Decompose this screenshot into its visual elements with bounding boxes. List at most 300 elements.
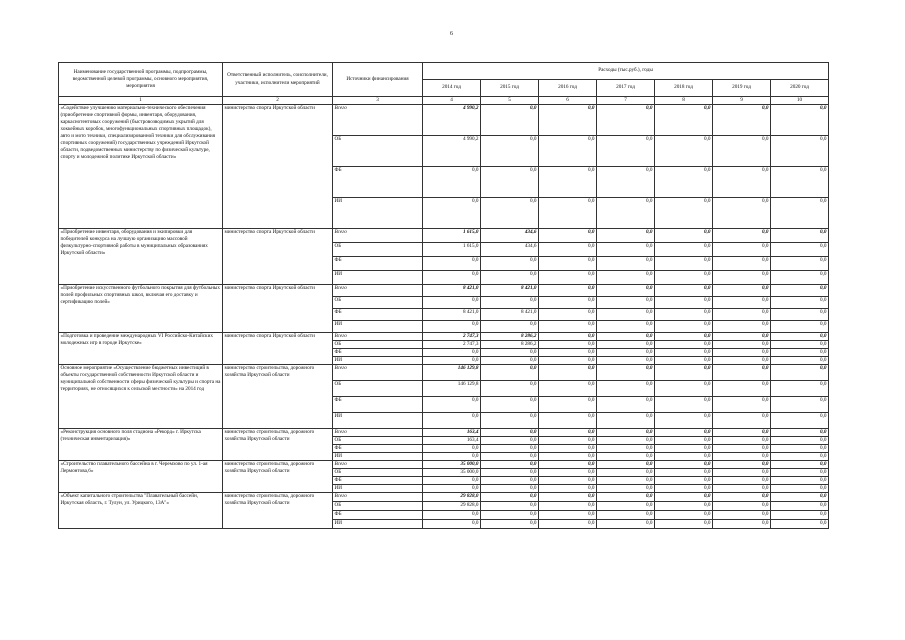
expense-value: 0,0	[481, 397, 539, 413]
expense-value: 0,0	[423, 413, 481, 429]
expense-value: 8 421,0	[481, 309, 539, 321]
expense-value: 4 990,2	[423, 136, 481, 167]
expense-value: 0,0	[539, 445, 597, 453]
table-row	[59, 429, 829, 437]
expense-value: 0,0	[771, 333, 829, 341]
expense-value: 0,0	[597, 198, 655, 229]
expense-value: 0,0	[481, 461, 539, 469]
expense-value: 0,0	[539, 285, 597, 297]
expense-value: 0,0	[771, 167, 829, 198]
expense-value: 0,0	[597, 105, 655, 136]
expense-value: 0,0	[713, 357, 771, 365]
activity-name: Основное мероприятие «Осуществление бюджетных инвестиций в объекты государственной собственности Иркутской области и муниципальной собственности сферы физической культуры и спорта на территориях, не относящихся к сельской местности» на 2014 год	[59, 365, 223, 429]
expense-value: 0,0	[539, 520, 597, 529]
table-row	[59, 461, 829, 469]
header-expenses: Расходы (тыс.руб.), годы	[423, 63, 829, 80]
expense-value: 0,0	[481, 493, 539, 502]
column-index: 3	[333, 97, 423, 105]
expense-value: 0,0	[597, 167, 655, 198]
expense-value: 0,0	[597, 413, 655, 429]
funding-source: ИИ	[333, 357, 423, 365]
funding-source: Всего	[333, 333, 423, 341]
expense-value: 0,0	[423, 397, 481, 413]
expense-value: 0,0	[423, 321, 481, 333]
expense-value: 0,0	[539, 349, 597, 357]
expense-value: 0,0	[597, 437, 655, 445]
expense-value: 0,0	[713, 341, 771, 349]
column-index: 6	[539, 97, 597, 105]
expense-value: 0,0	[481, 167, 539, 198]
expense-value: 0,0	[597, 485, 655, 493]
expense-value: 2 747,3	[423, 333, 481, 341]
header-year: 2020 год	[771, 80, 829, 97]
expense-value: 146 129,8	[423, 381, 481, 397]
expense-value: 0,0	[655, 381, 713, 397]
expense-value: 0,0	[771, 271, 829, 285]
expense-value: 0,0	[539, 381, 597, 397]
expense-value: 0,0	[481, 105, 539, 136]
column-index: 8	[655, 97, 713, 105]
expense-value: 29 828,0	[423, 493, 481, 502]
expense-value: 0,0	[597, 461, 655, 469]
funding-source: ИИ	[333, 271, 423, 285]
expense-value: 0,0	[423, 198, 481, 229]
expense-value: 0,0	[713, 477, 771, 485]
expense-value: 0,0	[597, 511, 655, 520]
expense-value: 0,0	[481, 445, 539, 453]
expense-value: 0,0	[597, 341, 655, 349]
expense-value: 0,0	[539, 429, 597, 437]
expense-value: 0,0	[539, 365, 597, 381]
expense-value: 0,0	[481, 413, 539, 429]
expense-value: 0,0	[771, 229, 829, 243]
expense-value: 0,0	[423, 445, 481, 453]
funding-source: ОБ	[333, 136, 423, 167]
expense-value: 0,0	[481, 520, 539, 529]
column-index: 2	[223, 97, 333, 105]
expense-value: 0,0	[597, 381, 655, 397]
expense-value: 434,6	[481, 229, 539, 243]
expense-value: 0,0	[539, 485, 597, 493]
expense-value: 0,0	[771, 469, 829, 477]
expense-value: 0,0	[539, 437, 597, 445]
expense-value: 0,0	[713, 105, 771, 136]
expense-value: 0,0	[713, 297, 771, 309]
expense-value: 0,0	[771, 243, 829, 257]
expense-value: 0,0	[481, 365, 539, 381]
expense-value: 0,0	[713, 381, 771, 397]
expense-value: 0,0	[481, 271, 539, 285]
expense-value: 0,0	[481, 349, 539, 357]
funding-source: ОБ	[333, 297, 423, 309]
expense-value: 0,0	[655, 437, 713, 445]
expense-value: 0,0	[597, 271, 655, 285]
expense-value: 0,0	[597, 429, 655, 437]
expense-value: 0,0	[481, 429, 539, 437]
expense-value: 4 990,2	[423, 105, 481, 136]
expense-value: 0,0	[713, 429, 771, 437]
expense-value: 0,0	[597, 349, 655, 357]
expense-value: 0,0	[539, 229, 597, 243]
expense-value: 0,0	[655, 502, 713, 511]
expense-value: 0,0	[655, 257, 713, 271]
expense-value: 0,0	[597, 469, 655, 477]
expense-value: 0,0	[771, 493, 829, 502]
expense-value: 0,0	[481, 357, 539, 365]
expense-value: 0,0	[771, 349, 829, 357]
column-index: 5	[481, 97, 539, 105]
expense-value: 0,0	[655, 136, 713, 167]
expense-value: 0,0	[713, 333, 771, 341]
header-year: 2014 год	[423, 80, 481, 97]
expense-value: 0,0	[597, 333, 655, 341]
expense-value: 0,0	[713, 445, 771, 453]
expense-value: 0,0	[655, 413, 713, 429]
expense-value: 8 421,0	[481, 285, 539, 297]
expense-value: 0,0	[597, 365, 655, 381]
expense-value: 0,0	[597, 477, 655, 485]
expense-value: 8 286,2	[481, 333, 539, 341]
funding-source: Всего	[333, 105, 423, 136]
expense-value: 0,0	[771, 297, 829, 309]
expense-value: 0,0	[481, 297, 539, 309]
expense-value: 0,0	[655, 477, 713, 485]
expense-value: 0,0	[771, 520, 829, 529]
expense-value: 0,0	[423, 477, 481, 485]
expense-value: 0,0	[771, 397, 829, 413]
expense-value: 0,0	[481, 437, 539, 445]
expense-value: 0,0	[539, 413, 597, 429]
expense-value: 0,0	[655, 271, 713, 285]
funding-source: ОБ	[333, 502, 423, 511]
expense-value: 0,0	[655, 309, 713, 321]
expense-value: 0,0	[423, 257, 481, 271]
column-index: 4	[423, 97, 481, 105]
expense-value: 0,0	[597, 136, 655, 167]
executor: министерство строительства, дорожного хозяйства Иркутской области	[223, 365, 333, 429]
expense-value: 0,0	[771, 477, 829, 485]
header-year: 2017 год	[597, 80, 655, 97]
expense-value: 0,0	[539, 333, 597, 341]
expense-value: 0,0	[771, 136, 829, 167]
funding-source: ИИ	[333, 485, 423, 493]
header-year: 2018 год	[655, 80, 713, 97]
expense-value: 0,0	[539, 357, 597, 365]
funding-source: Всего	[333, 461, 423, 469]
expense-value: 0,0	[481, 198, 539, 229]
expense-value: 0,0	[771, 445, 829, 453]
expense-value: 0,0	[539, 477, 597, 485]
expense-value: 0,0	[713, 437, 771, 445]
expense-value: 0,0	[771, 309, 829, 321]
expense-value: 0,0	[481, 477, 539, 485]
funding-source: ФБ	[333, 477, 423, 485]
expense-value: 0,0	[655, 333, 713, 341]
expense-value: 0,0	[771, 429, 829, 437]
expense-value: 146 129,8	[423, 365, 481, 381]
expense-value: 0,0	[597, 257, 655, 271]
header-source: Источники финансирования	[333, 63, 423, 97]
expense-value: 0,0	[597, 243, 655, 257]
expense-value: 0,0	[655, 357, 713, 365]
expense-value: 0,0	[771, 453, 829, 461]
expense-value: 0,0	[713, 257, 771, 271]
expense-value: 8 286,2	[481, 341, 539, 349]
expense-value: 0,0	[655, 453, 713, 461]
expense-value: 0,0	[539, 271, 597, 285]
table-header	[59, 63, 829, 105]
table-row	[59, 493, 829, 502]
funding-source: Всего	[333, 285, 423, 297]
expense-value: 0,0	[481, 485, 539, 493]
table-row	[59, 285, 829, 297]
expense-value: 0,0	[655, 461, 713, 469]
column-index: 7	[597, 97, 655, 105]
funding-source: ОБ	[333, 469, 423, 477]
expense-value: 0,0	[597, 321, 655, 333]
expense-value: 0,0	[713, 413, 771, 429]
funding-source: Всего	[333, 365, 423, 381]
expense-value: 0,0	[481, 136, 539, 167]
expense-value: 29 828,0	[423, 502, 481, 511]
funding-source: ФБ	[333, 445, 423, 453]
expense-value: 0,0	[713, 309, 771, 321]
activity-name: «Объект капитального строительства "Плавательный бассейн, Иркутская область, г. Тулун, ул. Урицкого, 13А"»	[59, 493, 223, 529]
expense-value: 0,0	[713, 136, 771, 167]
expense-value: 0,0	[655, 297, 713, 309]
expense-value: 163,4	[423, 429, 481, 437]
expense-value: 0,0	[713, 461, 771, 469]
expense-value: 0,0	[423, 167, 481, 198]
expense-value: 0,0	[655, 105, 713, 136]
funding-source: ФБ	[333, 511, 423, 520]
executor: министерство строительства, дорожного хозяйства Иркутской области	[223, 493, 333, 529]
expense-value: 0,0	[771, 321, 829, 333]
expense-value: 0,0	[771, 365, 829, 381]
expense-value: 0,0	[713, 349, 771, 357]
expense-value: 0,0	[713, 229, 771, 243]
expense-value: 0,0	[713, 511, 771, 520]
expense-value: 0,0	[713, 167, 771, 198]
expense-value: 0,0	[597, 229, 655, 243]
column-index: 1	[59, 97, 223, 105]
expense-value: 0,0	[423, 271, 481, 285]
funding-source: ИИ	[333, 198, 423, 229]
expense-value: 2 747,3	[423, 341, 481, 349]
expense-value: 0,0	[771, 485, 829, 493]
expense-value: 0,0	[713, 365, 771, 381]
expense-value: 0,0	[539, 469, 597, 477]
expense-value: 0,0	[713, 271, 771, 285]
expense-value: 0,0	[481, 502, 539, 511]
expense-value: 0,0	[539, 167, 597, 198]
activity-name: «Приобретение искусственного футбольного покрытия для футбольных полей профильных спортивных школ, включая его доставку и сертификацию полей»	[59, 285, 223, 333]
expense-value: 8 421,0	[423, 285, 481, 297]
funding-source: ОБ	[333, 243, 423, 257]
funding-source: Всего	[333, 493, 423, 502]
expense-value: 0,0	[771, 413, 829, 429]
expense-value: 0,0	[539, 493, 597, 502]
funding-source: ИИ	[333, 413, 423, 429]
funding-source: Всего	[333, 229, 423, 243]
expense-value: 0,0	[713, 321, 771, 333]
expense-value: 0,0	[713, 520, 771, 529]
executor: министерство спорта Иркутской области	[223, 105, 333, 229]
expense-value: 0,0	[655, 397, 713, 413]
expense-value: 0,0	[481, 321, 539, 333]
column-index: 10	[771, 97, 829, 105]
expense-value: 0,0	[481, 257, 539, 271]
column-index: 9	[713, 97, 771, 105]
table-body	[59, 105, 829, 529]
expense-value: 0,0	[655, 445, 713, 453]
expense-value: 0,0	[597, 297, 655, 309]
expense-value: 0,0	[481, 453, 539, 461]
header-program: Наименование государственной программы, подпрограммы, ведомственной целевой программы, основного мероприятия, мероприятия	[59, 63, 223, 97]
funding-source: Всего	[333, 429, 423, 437]
expense-value: 0,0	[713, 453, 771, 461]
expense-value: 0,0	[771, 357, 829, 365]
funding-source: ФБ	[333, 167, 423, 198]
expense-value: 0,0	[713, 397, 771, 413]
expense-value: 0,0	[423, 453, 481, 461]
expense-value: 0,0	[655, 285, 713, 297]
expense-value: 0,0	[655, 520, 713, 529]
funding-source: ИИ	[333, 520, 423, 529]
table-row	[59, 229, 829, 243]
funding-source: ИИ	[333, 453, 423, 461]
expense-value: 0,0	[423, 349, 481, 357]
expense-value: 434,6	[481, 243, 539, 257]
expense-value: 0,0	[771, 341, 829, 349]
expense-value: 0,0	[423, 511, 481, 520]
expense-value: 0,0	[655, 429, 713, 437]
expense-value: 0,0	[423, 485, 481, 493]
expense-value: 1 615,0	[423, 229, 481, 243]
expense-value: 0,0	[655, 469, 713, 477]
expense-value: 0,0	[423, 357, 481, 365]
expense-value: 0,0	[713, 469, 771, 477]
expense-value: 0,0	[597, 453, 655, 461]
expense-value: 0,0	[713, 198, 771, 229]
expense-value: 0,0	[655, 349, 713, 357]
funding-source: ФБ	[333, 397, 423, 413]
expense-value: 0,0	[539, 453, 597, 461]
expense-value: 0,0	[539, 511, 597, 520]
expense-value: 0,0	[771, 381, 829, 397]
activity-name: «Содействие улучшению материально-технического обеспечения (приобретение спортивной формы, инвентаря, оборудования, каркаснотентовых сооружений (быстровозводимых укрытий для хоккейных коробок, многофункциональных спортивных площадок), авто и мото техники, специализированной техники для обслуживания спортивных сооружений) государственных учреждений Иркутской области, подведомственных министерству по физической культуре, спорту и молодежной политике Иркутской области»	[59, 105, 223, 229]
page-number: 6	[450, 31, 453, 37]
expense-value: 0,0	[771, 105, 829, 136]
activity-name: «Подготовка и проведение международных VI Российско-Китайских молодежных игр в городе Иркутске»	[59, 333, 223, 365]
table-row	[59, 365, 829, 381]
expense-value: 0,0	[655, 485, 713, 493]
table-row	[59, 333, 829, 341]
expense-value: 0,0	[539, 397, 597, 413]
expense-value: 0,0	[771, 437, 829, 445]
expense-value: 0,0	[597, 445, 655, 453]
expense-value: 0,0	[655, 198, 713, 229]
executor: министерство строительства, дорожного хозяйства Иркутской области	[223, 461, 333, 493]
expense-value: 0,0	[539, 243, 597, 257]
expense-value: 0,0	[481, 511, 539, 520]
header-year: 2015 год	[481, 80, 539, 97]
expense-value: 0,0	[597, 357, 655, 365]
expense-value: 0,0	[597, 502, 655, 511]
funding-source: ФБ	[333, 349, 423, 357]
expense-value: 1 615,0	[423, 243, 481, 257]
expense-value: 0,0	[713, 485, 771, 493]
expense-value: 35 000,0	[423, 469, 481, 477]
executor: министерство спорта Иркутской области	[223, 285, 333, 333]
funding-source: ОБ	[333, 381, 423, 397]
expense-value: 0,0	[713, 502, 771, 511]
expense-value: 0,0	[713, 493, 771, 502]
expense-value: 0,0	[771, 511, 829, 520]
expense-value: 0,0	[481, 469, 539, 477]
expense-value: 0,0	[597, 397, 655, 413]
expense-value: 0,0	[771, 198, 829, 229]
column-index-row	[59, 97, 829, 105]
table-row	[59, 105, 829, 136]
header-executor: Ответственный исполнитель, соисполнители, участники, исполнители мероприятий	[223, 63, 333, 97]
expense-value: 0,0	[771, 257, 829, 271]
executor: министерство строительства, дорожного хозяйства Иркутской области	[223, 429, 333, 461]
expense-value: 163,4	[423, 437, 481, 445]
funding-source: ОБ	[333, 437, 423, 445]
expense-value: 0,0	[655, 493, 713, 502]
activity-name: «Строительство плавательного бассейна в г. Черемхово по ул. 1-ая Лермонтова,6»	[59, 461, 223, 493]
expense-value: 0,0	[539, 105, 597, 136]
expense-value: 0,0	[655, 229, 713, 243]
funding-source: ФБ	[333, 309, 423, 321]
expense-value: 0,0	[539, 502, 597, 511]
header-year: 2019 год	[713, 80, 771, 97]
expense-value: 0,0	[597, 285, 655, 297]
expense-value: 0,0	[539, 309, 597, 321]
expense-value: 0,0	[539, 136, 597, 167]
activity-name: «Реконструкция основного поля стадиона «Рекорд» г. Иркутска (техническая инвентаризация)»	[59, 429, 223, 461]
funding-source: ОБ	[333, 341, 423, 349]
expense-value: 0,0	[481, 381, 539, 397]
expense-value: 0,0	[655, 321, 713, 333]
expense-value: 0,0	[539, 341, 597, 349]
expense-value: 35 000,0	[423, 461, 481, 469]
funding-source: ФБ	[333, 257, 423, 271]
expense-value: 0,0	[655, 365, 713, 381]
expense-value: 0,0	[423, 297, 481, 309]
expense-value: 0,0	[713, 243, 771, 257]
expense-value: 0,0	[771, 502, 829, 511]
expense-value: 0,0	[539, 461, 597, 469]
expense-value: 0,0	[597, 493, 655, 502]
expense-value: 8 421,0	[423, 309, 481, 321]
expense-value: 0,0	[655, 243, 713, 257]
expense-value: 0,0	[539, 297, 597, 309]
header-year: 2016 год	[539, 80, 597, 97]
funding-source: ИИ	[333, 321, 423, 333]
expense-value: 0,0	[539, 257, 597, 271]
budget-table	[58, 62, 829, 529]
expense-value: 0,0	[713, 285, 771, 297]
expense-value: 0,0	[423, 520, 481, 529]
expense-value: 0,0	[655, 341, 713, 349]
expense-value: 0,0	[597, 309, 655, 321]
executor: министерство спорта Иркутской области	[223, 333, 333, 365]
activity-name: «Приобретение инвентаря, оборудования и экипировки для победителей конкурса на лучшую организацию массовой физкультурно-спортивной работы в муниципальных образованиях Иркутской области»	[59, 229, 223, 285]
expense-value: 0,0	[539, 321, 597, 333]
expense-value: 0,0	[655, 167, 713, 198]
